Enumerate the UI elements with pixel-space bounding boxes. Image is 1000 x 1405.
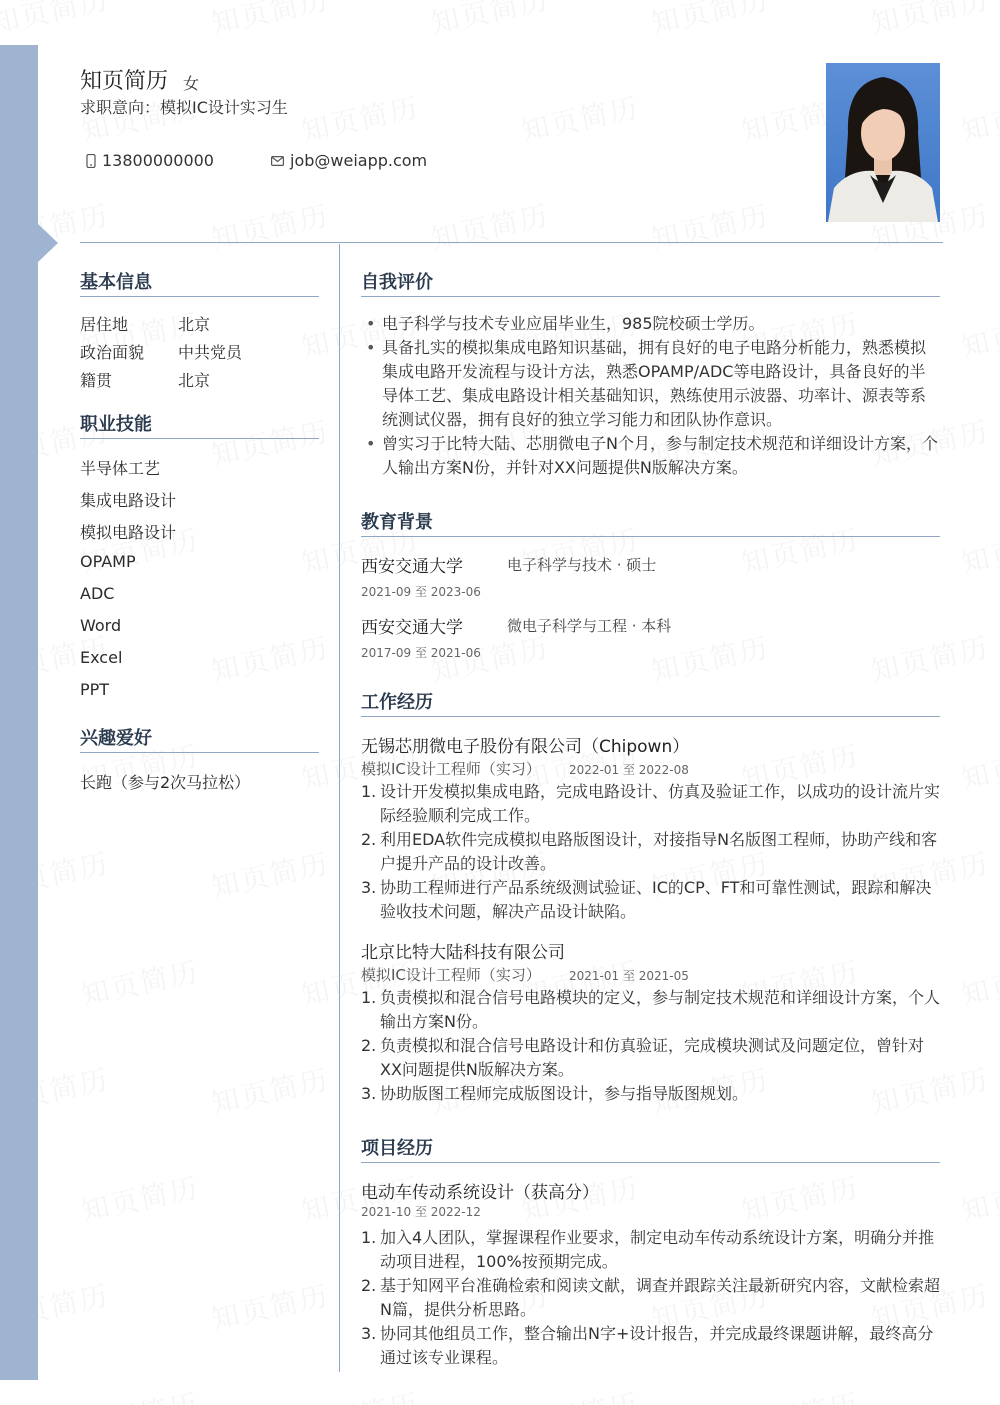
duty-text: 负责模拟和混合信号电路模块的定义，参与制定技术规范和详细设计方案，个人输出方案N份。	[380, 988, 941, 1031]
phone-contact	[86, 151, 214, 170]
candidate-name: 知页简历	[80, 69, 169, 94]
work-duties-list	[361, 780, 941, 924]
skill-item: PPT	[80, 680, 110, 699]
duty-text: 协同其他组员工作，整合输出N字+设计报告，并完成最终课题讲解，最终高分通过该专业课程。	[380, 1324, 934, 1367]
project-date: 2021-10 至 2022-12	[361, 1205, 481, 1219]
info-label: 居住地	[80, 315, 129, 334]
edu-school: 西安交通大学	[361, 557, 463, 577]
job-role: 模拟IC设计工程师（实习）	[361, 966, 541, 984]
self-eval-item: • 电子科学与技术专业应届毕业生，985院校硕士学历。	[361, 312, 941, 336]
work-duties-list	[361, 986, 941, 1106]
info-label: 籍贯	[80, 371, 113, 390]
mail-icon	[271, 156, 284, 166]
duty-text: 基于知网平台准确检索和阅读文献，调查并跟踪关注最新研究内容，文献检索超N篇，提供分析思路。	[380, 1276, 941, 1319]
hobbies-underline	[80, 752, 319, 753]
self-eval-title: 自我评价	[361, 272, 433, 293]
duty-item: 2. 负责模拟和混合信号电路设计和仿真验证，完成模块测试及问题定位，曾针对XX问题提供N版解决方案。	[361, 1036, 925, 1079]
duty-item: 1. 设计开发模拟集成电路，完成电路设计、仿真及验证工作，以成功的设计流片实际经验顺利完成工作。	[361, 782, 941, 825]
skill-item: OPAMP	[80, 552, 136, 571]
basic-info-title: 基本信息	[80, 272, 152, 293]
self-eval-item: • 具备扎实的模拟集成电路知识基础，拥有良好的电子电路分析能力，熟悉模拟集成电路开发流程与设计方法，熟悉OPAMP/ADC等电路设计，具备良好的半导体工艺、集成电路设计相关基础知识，熟练使用示波器、功率计、源表等系统测试仪器，拥有良好的独立学习能力和团队协作意识。	[361, 336, 941, 432]
basic-info-underline	[80, 296, 319, 297]
company-name: 北京比特大陆科技有限公司	[361, 943, 565, 963]
projects-title: 项目经历	[361, 1138, 433, 1159]
info-value: 中共党员	[178, 343, 243, 362]
skills-title: 职业技能	[80, 414, 152, 435]
skill-item: 模拟电路设计	[80, 523, 177, 542]
phone-icon	[86, 154, 96, 168]
email-address: job@weiapp.com	[290, 151, 428, 170]
project-name: 电动车传动系统设计（获高分）	[361, 1183, 599, 1203]
edu-major: 微电子科学与工程 · 本科	[507, 617, 672, 635]
skill-item: 集成电路设计	[80, 491, 177, 510]
education-underline	[361, 536, 940, 537]
duty-text: 负责模拟和混合信号电路设计和仿真验证，完成模块测试及问题定位，曾针对XX问题提供N版解决方案。	[380, 1036, 925, 1079]
job-date: 2022-01 至 2022-08	[569, 763, 689, 777]
skill-item: Word	[80, 616, 122, 635]
phone-number: 13800000000	[102, 151, 214, 170]
edu-school: 西安交通大学	[361, 618, 463, 638]
column-divider	[339, 244, 340, 1372]
job-intention: 求职意向：模拟IC设计实习生	[80, 98, 288, 117]
edu-date: 2017-09 至 2021-06	[361, 646, 481, 660]
duty-text: 协助工程师进行产品系统级测试验证、IC的CP、FT和可靠性测试，跟踪和解决验收技术问题，解决产品设计缺陷。	[380, 878, 932, 921]
duty-item: 1. 负责模拟和混合信号电路模块的定义，参与制定技术规范和详细设计方案，个人输出方案N份。	[361, 988, 941, 1031]
skill-item: ADC	[80, 584, 115, 603]
edu-date: 2021-09 至 2023-06	[361, 585, 481, 599]
self-eval-item: • 曾实习于比特大陆、芯朋微电子N个月，参与制定技术规范和详细设计方案，个人输出方案N份，并针对XX问题提供N版解决方案。	[361, 432, 941, 480]
duty-item: 2. 基于知网平台准确检索和阅读文献，调查并跟踪关注最新研究内容，文献检索超N篇，提供分析思路。	[361, 1276, 941, 1319]
skill-item: 半导体工艺	[80, 459, 161, 478]
duty-item: 3. 协助版图工程师完成版图设计，参与指导版图规划。	[361, 1084, 749, 1103]
info-value: 北京	[178, 371, 211, 390]
header-divider	[80, 242, 943, 243]
hobby-item: 长跑（参与2次马拉松）	[80, 773, 251, 792]
skills-underline	[80, 438, 319, 439]
duty-text: 设计开发模拟集成电路，完成电路设计、仿真及验证工作，以成功的设计流片实际经验顺利完成工作。	[380, 782, 941, 825]
work-underline	[361, 716, 940, 717]
work-title: 工作经历	[361, 692, 433, 713]
job-date: 2021-01 至 2021-05	[569, 969, 689, 983]
duty-item: 3. 协同其他组员工作，整合输出N字+设计报告，并完成最终课题讲解，最终高分通过该专业课程。	[361, 1324, 934, 1367]
duty-item: 1. 加入4人团队，掌握课程作业要求，制定电动车传动系统设计方案，明确分并推动项目进程，100%按预期完成。	[361, 1228, 935, 1271]
skill-item: Excel	[80, 648, 123, 667]
company-name: 无锡芯朋微电子股份有限公司（Chipown）	[361, 737, 690, 757]
duty-text: 加入4人团队，掌握课程作业要求，制定电动车传动系统设计方案，明确分并推动项目进程，100%按预期完成。	[380, 1228, 935, 1271]
info-label: 政治面貌	[80, 343, 145, 362]
education-title: 教育背景	[361, 512, 433, 533]
projects-underline	[361, 1162, 940, 1163]
duty-text: 利用EDA软件完成模拟电路版图设计，对接指导N名版图工程师，协助产线和客户提升产品的设计改善。	[380, 830, 938, 873]
job-role: 模拟IC设计工程师（实习）	[361, 760, 541, 778]
profile-photo	[826, 63, 940, 222]
duty-item: 2. 利用EDA软件完成模拟电路版图设计，对接指导N名版图工程师，协助产线和客户提升产品的设计改善。	[361, 830, 938, 873]
self-eval-list	[361, 312, 941, 480]
project-duties-list	[361, 1226, 941, 1370]
duty-item: 3. 协助工程师进行产品系统级测试验证、IC的CP、FT和可靠性测试，跟踪和解决验收技术问题，解决产品设计缺陷。	[361, 878, 932, 921]
hobbies-title: 兴趣爱好	[80, 728, 152, 749]
duty-text: 协助版图工程师完成版图设计，参与指导版图规划。	[380, 1084, 749, 1103]
email-contact	[271, 151, 427, 170]
self-eval-underline	[361, 296, 940, 297]
info-value: 北京	[178, 315, 211, 334]
edu-major: 电子科学与技术 · 硕士	[507, 556, 657, 574]
candidate-gender: 女	[183, 74, 200, 93]
